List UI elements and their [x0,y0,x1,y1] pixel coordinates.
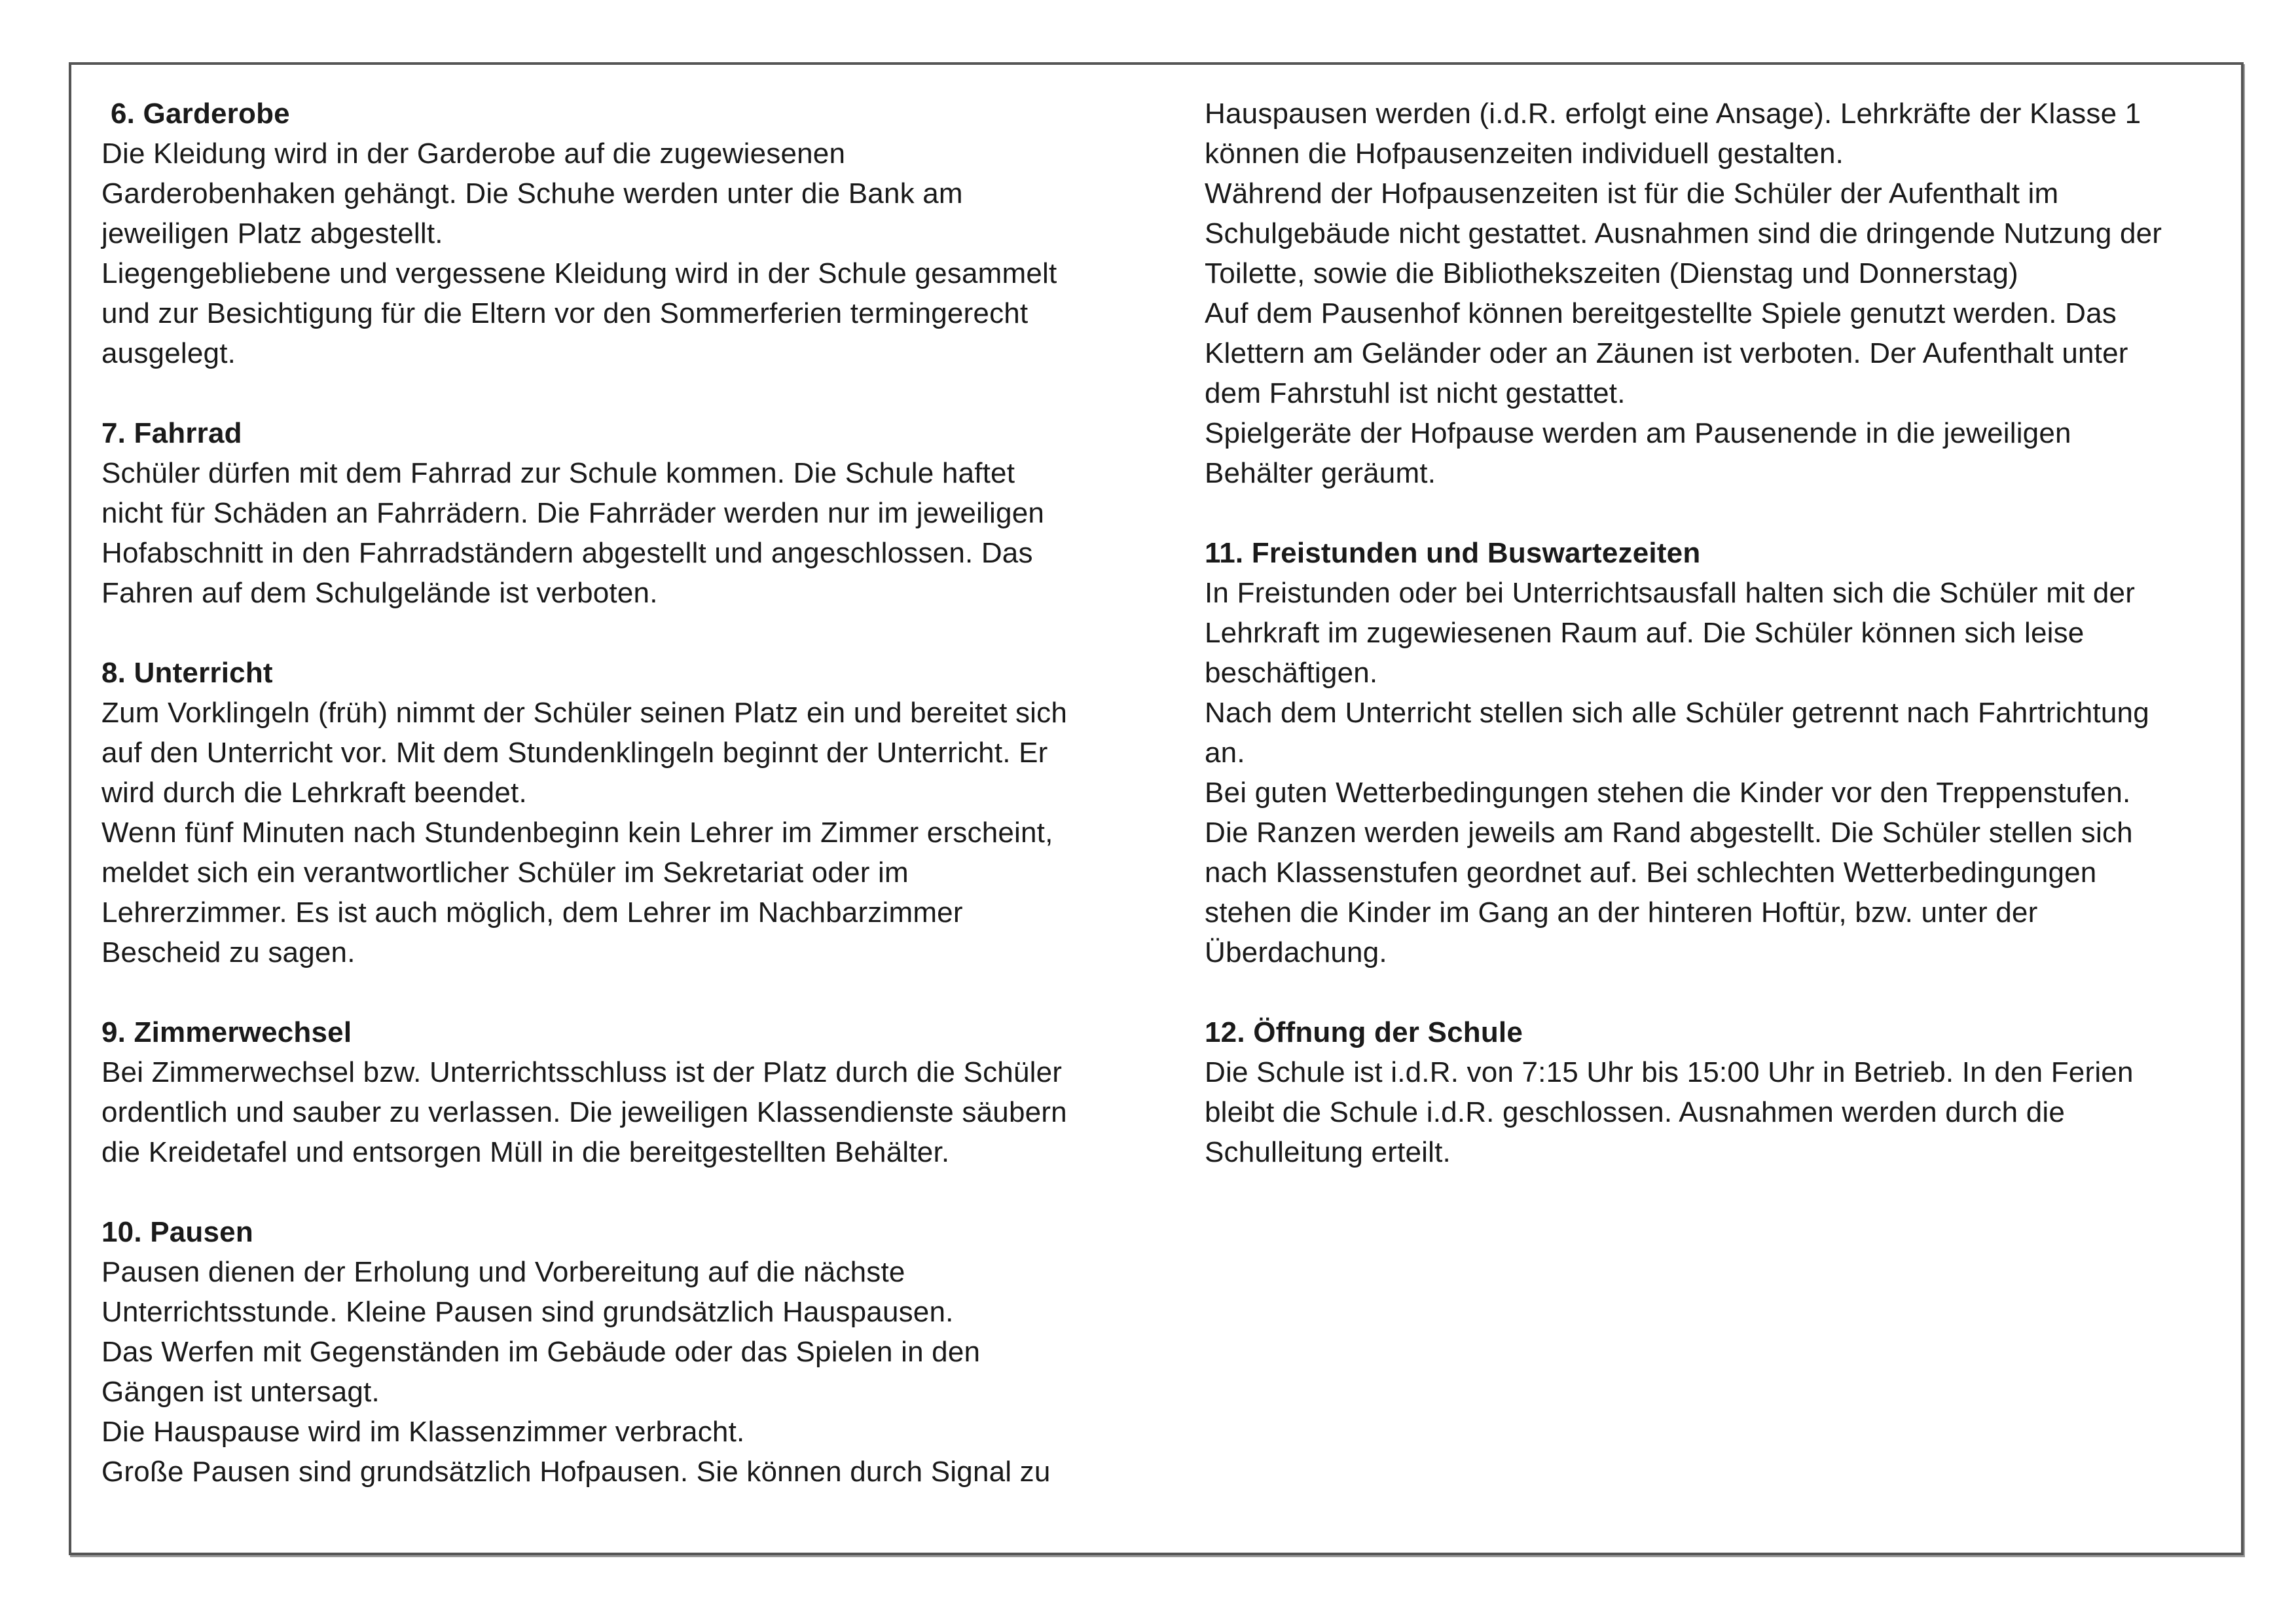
body-text-line: stehen die Kinder im Gang an der hinteren Hoftür, bzw. unter der [1205,896,2038,929]
section-9-zimmerwechsel [101,1012,1149,1172]
section-10-pausen [101,1212,1149,1492]
body-text-line: dem Fahrstuhl ist nicht gestattet. [1205,377,1626,409]
body-text-line: Pausen dienen der Erholung und Vorbereitung auf die nächste [101,1256,905,1288]
body-text-line: Schulleitung erteilt. [1205,1136,1451,1168]
body-text-line: Große Pausen sind grundsätzlich Hofpausen. Sie können durch Signal zu [101,1456,1051,1488]
body-text-line: Unterrichtsstunde. Kleine Pausen sind grundsätzlich Hauspausen. [101,1296,954,1328]
body-text-line: Gängen ist untersagt. [101,1376,380,1408]
body-text-line: Die Hauspause wird im Klassenzimmer verbracht. [101,1416,745,1448]
body-text-line: Toilette, sowie die Bibliothekszeiten (Dienstag und Donnerstag) [1205,257,2018,289]
section-7-fahrrad [101,413,1149,613]
body-text-line: bleibt die Schule i.d.R. geschlossen. Ausnahmen werden durch die [1205,1096,2066,1128]
body-text-line: Bei guten Wetterbedingungen stehen die Kinder vor den Treppenstufen. [1205,777,2131,809]
body-text-line: Hofabschnitt in den Fahrradständern abgestellt und angeschlossen. Das [101,537,1033,569]
body-text-line: nach Klassenstufen geordnet auf. Bei schlechten Wetterbedingungen [1205,857,2097,889]
body-text-line: die Kreidetafel und entsorgen Müll in die bereitgestellten Behälter. [101,1136,950,1168]
body-text-line: Die Schule ist i.d.R. von 7:15 Uhr bis 15:00 Uhr in Betrieb. In den Ferien [1205,1056,2134,1088]
body-text-line: Schulgebäude nicht gestattet. Ausnahmen sind die dringende Nutzung der [1205,217,2162,249]
section-11-freistunden-und-buswartezeiten [1205,533,2226,972]
body-text-line: meldet sich ein verantwortlicher Schüler im Sekretariat oder im [101,857,909,889]
section-12-oeffnung-der-schule [1205,1012,2226,1172]
body-text-line: Spielgeräte der Hofpause werden am Pausenende in die jeweiligen [1205,417,2071,449]
body-text-line: Bei Zimmerwechsel bzw. Unterrichtsschluss ist der Platz durch die Schüler [101,1056,1063,1088]
body-text-line: Das Werfen mit Gegenständen im Gebäude oder das Spielen in den [101,1336,981,1368]
body-text-line: an. [1205,737,1245,769]
section-6-garderobe [101,94,1149,373]
body-text-line: nicht für Schäden an Fahrrädern. Die Fahrräder werden nur im jeweiligen [101,497,1045,529]
section-heading: 12. Öffnung der Schule [1205,1016,1523,1048]
section-heading: 11. Freistunden und Buswartezeiten [1205,537,1701,569]
body-text-line: Liegengebliebene und vergessene Kleidung wird in der Schule gesammelt [101,257,1057,289]
body-text-line: Klettern am Geländer oder an Zäunen ist verboten. Der Aufenthalt unter [1205,337,2128,369]
body-text-line: ausgelegt. [101,337,236,369]
body-text-line: auf den Unterricht vor. Mit dem Stundenklingeln beginnt der Unterricht. Er [101,737,1048,769]
body-text-line: jeweiligen Platz abgestellt. [101,217,443,249]
body-text-line: Lehrerzimmer. Es ist auch möglich, dem Lehrer im Nachbarzimmer [101,896,963,929]
body-text-line: Zum Vorklingeln (früh) nimmt der Schüler seinen Platz ein und bereitet sich [101,697,1068,729]
body-text-line: Schüler dürfen mit dem Fahrrad zur Schule kommen. Die Schule haftet [101,457,1015,489]
body-text-line: Die Ranzen werden jeweils am Rand abgestellt. Die Schüler stellen sich [1205,817,2133,849]
body-text-line: Wenn fünf Minuten nach Stundenbeginn kein Lehrer im Zimmer erscheint, [101,817,1053,849]
section-heading: 7. Fahrrad [101,417,242,449]
body-text-line: Bescheid zu sagen. [101,936,355,969]
section-continued [1205,94,2226,493]
body-text-line: Auf dem Pausenhof können bereitgestellte Spiele genutzt werden. Das [1205,297,2117,329]
body-text-line: Nach dem Unterricht stellen sich alle Schüler getrennt nach Fahrtrichtung [1205,697,2149,729]
body-text-line: In Freistunden oder bei Unterrichtsausfall halten sich die Schüler mit der [1205,577,2136,609]
body-text-line: Behälter geräumt. [1205,457,1436,489]
body-text-line: Lehrkraft im zugewiesenen Raum auf. Die Schüler können sich leise [1205,617,2085,649]
section-heading: 8. Unterricht [101,657,273,689]
section-heading: 10. Pausen [101,1216,253,1248]
body-text-line: ordentlich und sauber zu verlassen. Die jeweiligen Klassendienste säubern [101,1096,1067,1128]
section-heading: 9. Zimmerwechsel [101,1016,352,1048]
section-8-unterricht [101,653,1149,972]
body-text-line: Hauspausen werden (i.d.R. erfolgt eine Ansage). Lehrkräfte der Klasse 1 [1205,98,2141,130]
body-text-line: Die Kleidung wird in der Garderobe auf die zugewiesenen [101,138,846,170]
right-column [1205,94,2226,1212]
body-text-line: Garderobenhaken gehängt. Die Schuhe werden unter die Bank am [101,177,963,210]
body-text-line: beschäftigen. [1205,657,1378,689]
body-text-line: wird durch die Lehrkraft beendet. [101,777,527,809]
body-text-line: und zur Besichtigung für die Eltern vor den Sommerferien termingerecht [101,297,1029,329]
section-heading: 6. Garderobe [111,98,290,130]
left-column [101,94,1149,1532]
body-text-line: Überdachung. [1205,936,1387,969]
body-text-line: können die Hofpausenzeiten individuell gestalten. [1205,138,1844,170]
body-text-line: Während der Hofpausenzeiten ist für die Schüler der Aufenthalt im [1205,177,2059,210]
body-text-line: Fahren auf dem Schulgelände ist verboten. [101,577,658,609]
